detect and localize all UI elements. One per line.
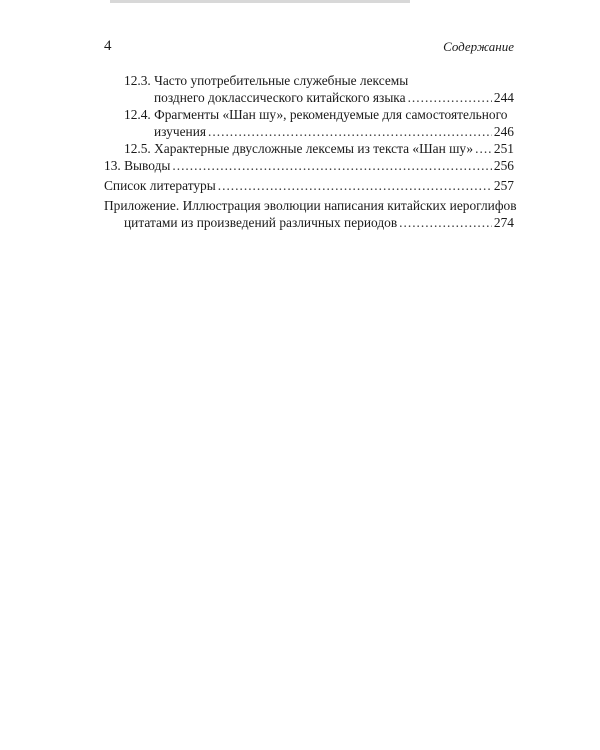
- toc-line: [104, 177, 514, 194]
- toc-line: [104, 157, 514, 174]
- toc-entry-12-3[interactable]: [104, 72, 514, 106]
- toc-line: [124, 72, 514, 89]
- toc-line: [124, 123, 514, 140]
- toc-entry-number: 13.: [104, 158, 121, 173]
- dot-leader: [475, 140, 492, 157]
- toc-entry-title-continued: изучения: [154, 124, 207, 139]
- toc-entry-page: 246: [493, 124, 514, 139]
- toc-entry-page: 256: [493, 158, 514, 173]
- page-header: [104, 38, 514, 58]
- toc-entry-12-5[interactable]: [104, 140, 514, 157]
- toc-line: [124, 140, 514, 157]
- toc-entry-page: 244: [493, 90, 514, 105]
- toc-entry-title-continued: цитатами из произведений различных периодов: [124, 215, 398, 230]
- page-number: 4: [104, 38, 112, 54]
- toc-line: [104, 214, 514, 231]
- toc-entry-title-continued: позднего доклассического китайского языка: [154, 90, 406, 105]
- toc-line: [104, 197, 517, 214]
- scan-edge-mark: [110, 0, 410, 3]
- toc-line: [124, 106, 514, 123]
- toc-entry-12-4[interactable]: [104, 106, 514, 140]
- toc-entry-13[interactable]: [104, 157, 514, 174]
- toc-entry-number: 12.3.: [124, 73, 151, 88]
- toc-entry-title: Характерные двусложные лексемы из текста «Шан шу»: [154, 141, 474, 156]
- toc-entry-page: 251: [493, 141, 514, 156]
- toc-entry-title: Приложение. Иллюстрация эволюции написания китайских иероглифов: [104, 198, 517, 213]
- toc-entry-bibliography[interactable]: [104, 177, 514, 194]
- toc-entry-title: Выводы: [124, 158, 171, 173]
- toc-entry-number: 12.5.: [124, 141, 151, 156]
- dot-leader: [218, 177, 492, 194]
- dot-leader: [408, 89, 492, 106]
- toc-entry-title: Список литературы: [104, 178, 216, 193]
- toc-line: [124, 89, 514, 106]
- toc-entry-title: Фрагменты «Шан шу», рекомендуемые для самостоятельного: [154, 107, 508, 122]
- table-of-contents: [104, 72, 517, 231]
- dot-leader: [399, 214, 492, 231]
- running-title: Содержание: [443, 39, 514, 54]
- toc-entry-number: 12.4.: [124, 107, 151, 122]
- toc-entry-title: Часто употребительные служебные лексемы: [154, 73, 409, 88]
- dot-leader: [208, 123, 492, 140]
- dot-leader: [172, 157, 492, 174]
- toc-entry-page: 257: [493, 178, 514, 193]
- toc-entry-page: 274: [493, 215, 514, 230]
- toc-entry-appendix[interactable]: [104, 197, 517, 231]
